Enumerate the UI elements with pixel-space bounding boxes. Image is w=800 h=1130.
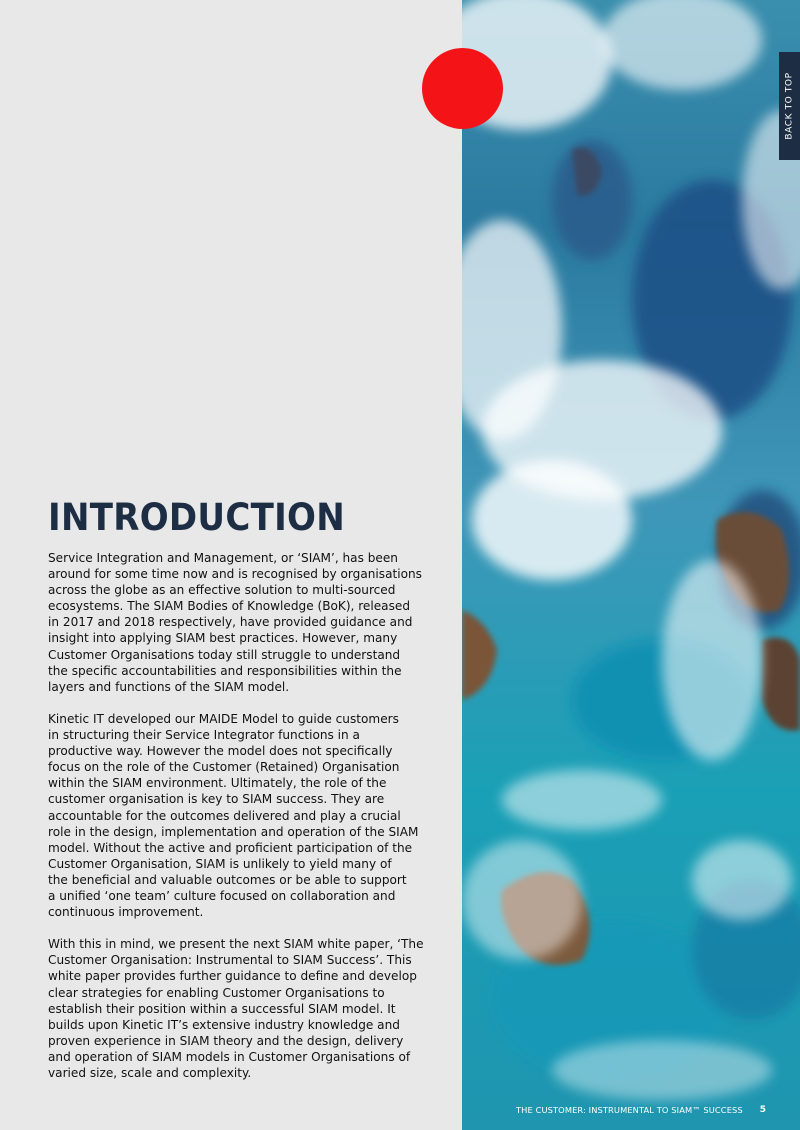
text-line: Service Integration and Management, or ‘SIAM’, has been bbox=[48, 551, 398, 565]
text-line: accountable for the outcomes delivered and play a crucial bbox=[48, 808, 401, 823]
text-line: insight into applying SIAM best practices. However, many bbox=[48, 631, 398, 646]
text-line: in 2017 and 2018 respectively, have provided guidance and bbox=[48, 615, 413, 630]
text-line: the specific accountabilities and responsibilities within the bbox=[48, 663, 402, 678]
text-line: Customer Organisation, SIAM is unlikely to yield many of bbox=[48, 856, 392, 871]
intro-paragraph-1 bbox=[48, 550, 448, 695]
text-line: within the SIAM environment. Ultimately, the role of the bbox=[48, 776, 387, 791]
intro-paragraph-3 bbox=[48, 936, 448, 1081]
text-line: and operation of SIAM models in Customer Organisations of bbox=[48, 1049, 411, 1064]
text-line: ecosystems. The SIAM Bodies of Knowledge (BoK), released bbox=[48, 599, 411, 614]
intro-paragraph-2 bbox=[48, 711, 448, 920]
text-line: clear strategies for enabling Customer Organisations to bbox=[48, 985, 385, 1000]
text-line: a unified ‘one team’ culture focused on collaboration and bbox=[48, 888, 396, 903]
text-line: model. Without the active and proficient participation of the bbox=[48, 840, 413, 855]
footer-document-title: THE CUSTOMER: INSTRUMENTAL TO SIAM™ SUCCESS bbox=[516, 1105, 743, 1115]
text-line: proven experience in SIAM theory and the design, delivery bbox=[48, 1033, 404, 1048]
text-line: focus on the role of the Customer (Retained) Organisation bbox=[48, 760, 400, 775]
text-line: varied size, scale and complexity. bbox=[48, 1066, 252, 1080]
text-line: around for some time now and is recognised by organisations bbox=[48, 567, 422, 582]
text-line: customer organisation is key to SIAM success. They are bbox=[48, 792, 385, 807]
back-to-top-label: BACK TO TOP bbox=[784, 72, 795, 140]
footer-divider bbox=[746, 1100, 755, 1120]
page-title: INTRODUCTION bbox=[48, 496, 346, 539]
ocean-aerial-photo bbox=[462, 0, 800, 1130]
text-line: builds upon Kinetic IT’s extensive industry knowledge and bbox=[48, 1017, 400, 1032]
intro-body bbox=[48, 550, 448, 1097]
text-line: establish their position within a successful SIAM model. It bbox=[48, 1001, 396, 1016]
text-line: in structuring their Service Integrator functions in a bbox=[48, 728, 360, 743]
text-line: With this in mind, we present the next SIAM white paper, ‘The bbox=[48, 937, 424, 952]
ocean-waves-illustration bbox=[462, 0, 800, 1130]
page-number: 5 bbox=[759, 1105, 767, 1115]
text-line: Kinetic IT developed our MAIDE Model to guide customers bbox=[48, 711, 399, 726]
text-line: Customer Organisation: Instrumental to SIAM Success’. This bbox=[48, 953, 412, 968]
page-footer bbox=[516, 1100, 766, 1120]
text-line: the beneficial and valuable outcomes or be able to support bbox=[48, 872, 407, 887]
text-line: productive way. However the model does not specifically bbox=[48, 744, 393, 759]
text-line: role in the design, implementation and operation of the SIAM bbox=[48, 824, 419, 839]
text-line: continuous improvement. bbox=[48, 905, 204, 920]
red-accent-circle bbox=[422, 48, 503, 129]
text-line: across the globe as an effective solution to multi-sourced bbox=[48, 583, 396, 598]
text-line: Customer Organisations today still struggle to understand bbox=[48, 647, 401, 662]
text-line: layers and functions of the SIAM model. bbox=[48, 679, 290, 694]
text-line: white paper provides further guidance to define and develop bbox=[48, 969, 417, 984]
back-to-top-button[interactable] bbox=[779, 52, 800, 160]
